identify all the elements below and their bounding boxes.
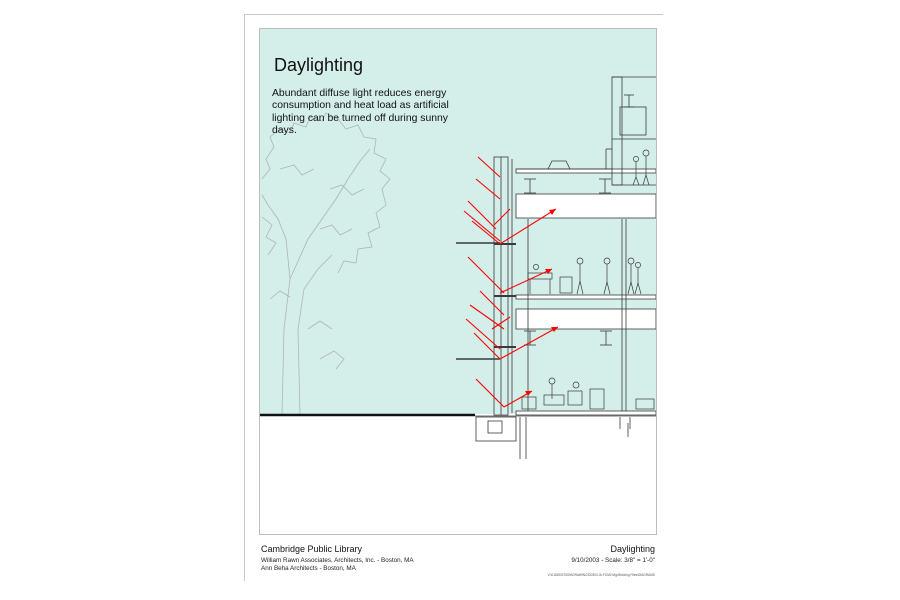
floor-slabs xyxy=(516,169,656,415)
architect-firm-1: William Rawn Associates, Architects, Inc. - Boston, MA xyxy=(261,557,414,564)
interior-figures xyxy=(522,150,654,409)
drawing-frame xyxy=(259,28,657,535)
panel-description: Abundant diffuse light reduces energy consumption and heat load as artificial lighting can be turned off during sunny days. xyxy=(272,88,449,136)
light-ray-arrowheads xyxy=(525,209,558,396)
architect-firm-2: Ann Beha Architects - Boston, MA xyxy=(261,565,356,572)
title-block xyxy=(259,536,657,578)
sheet-title: Daylighting xyxy=(610,544,655,554)
file-path: V:\0118\DESIGN\DRAWINGS\0303-Gr.FCM2.Mg\Working Files\DIAGRAMS xyxy=(547,573,655,577)
exterior-shades xyxy=(456,243,500,359)
title-block-left xyxy=(261,544,414,572)
project-name: Cambridge Public Library xyxy=(261,544,363,554)
tree-outline xyxy=(262,113,390,415)
foundation xyxy=(476,417,630,459)
title-block-right xyxy=(571,544,655,564)
date-and-scale: 9/10/2003 - Scale: 3/8" = 1'-0" xyxy=(571,557,655,564)
panel-title: Daylighting xyxy=(274,55,364,75)
